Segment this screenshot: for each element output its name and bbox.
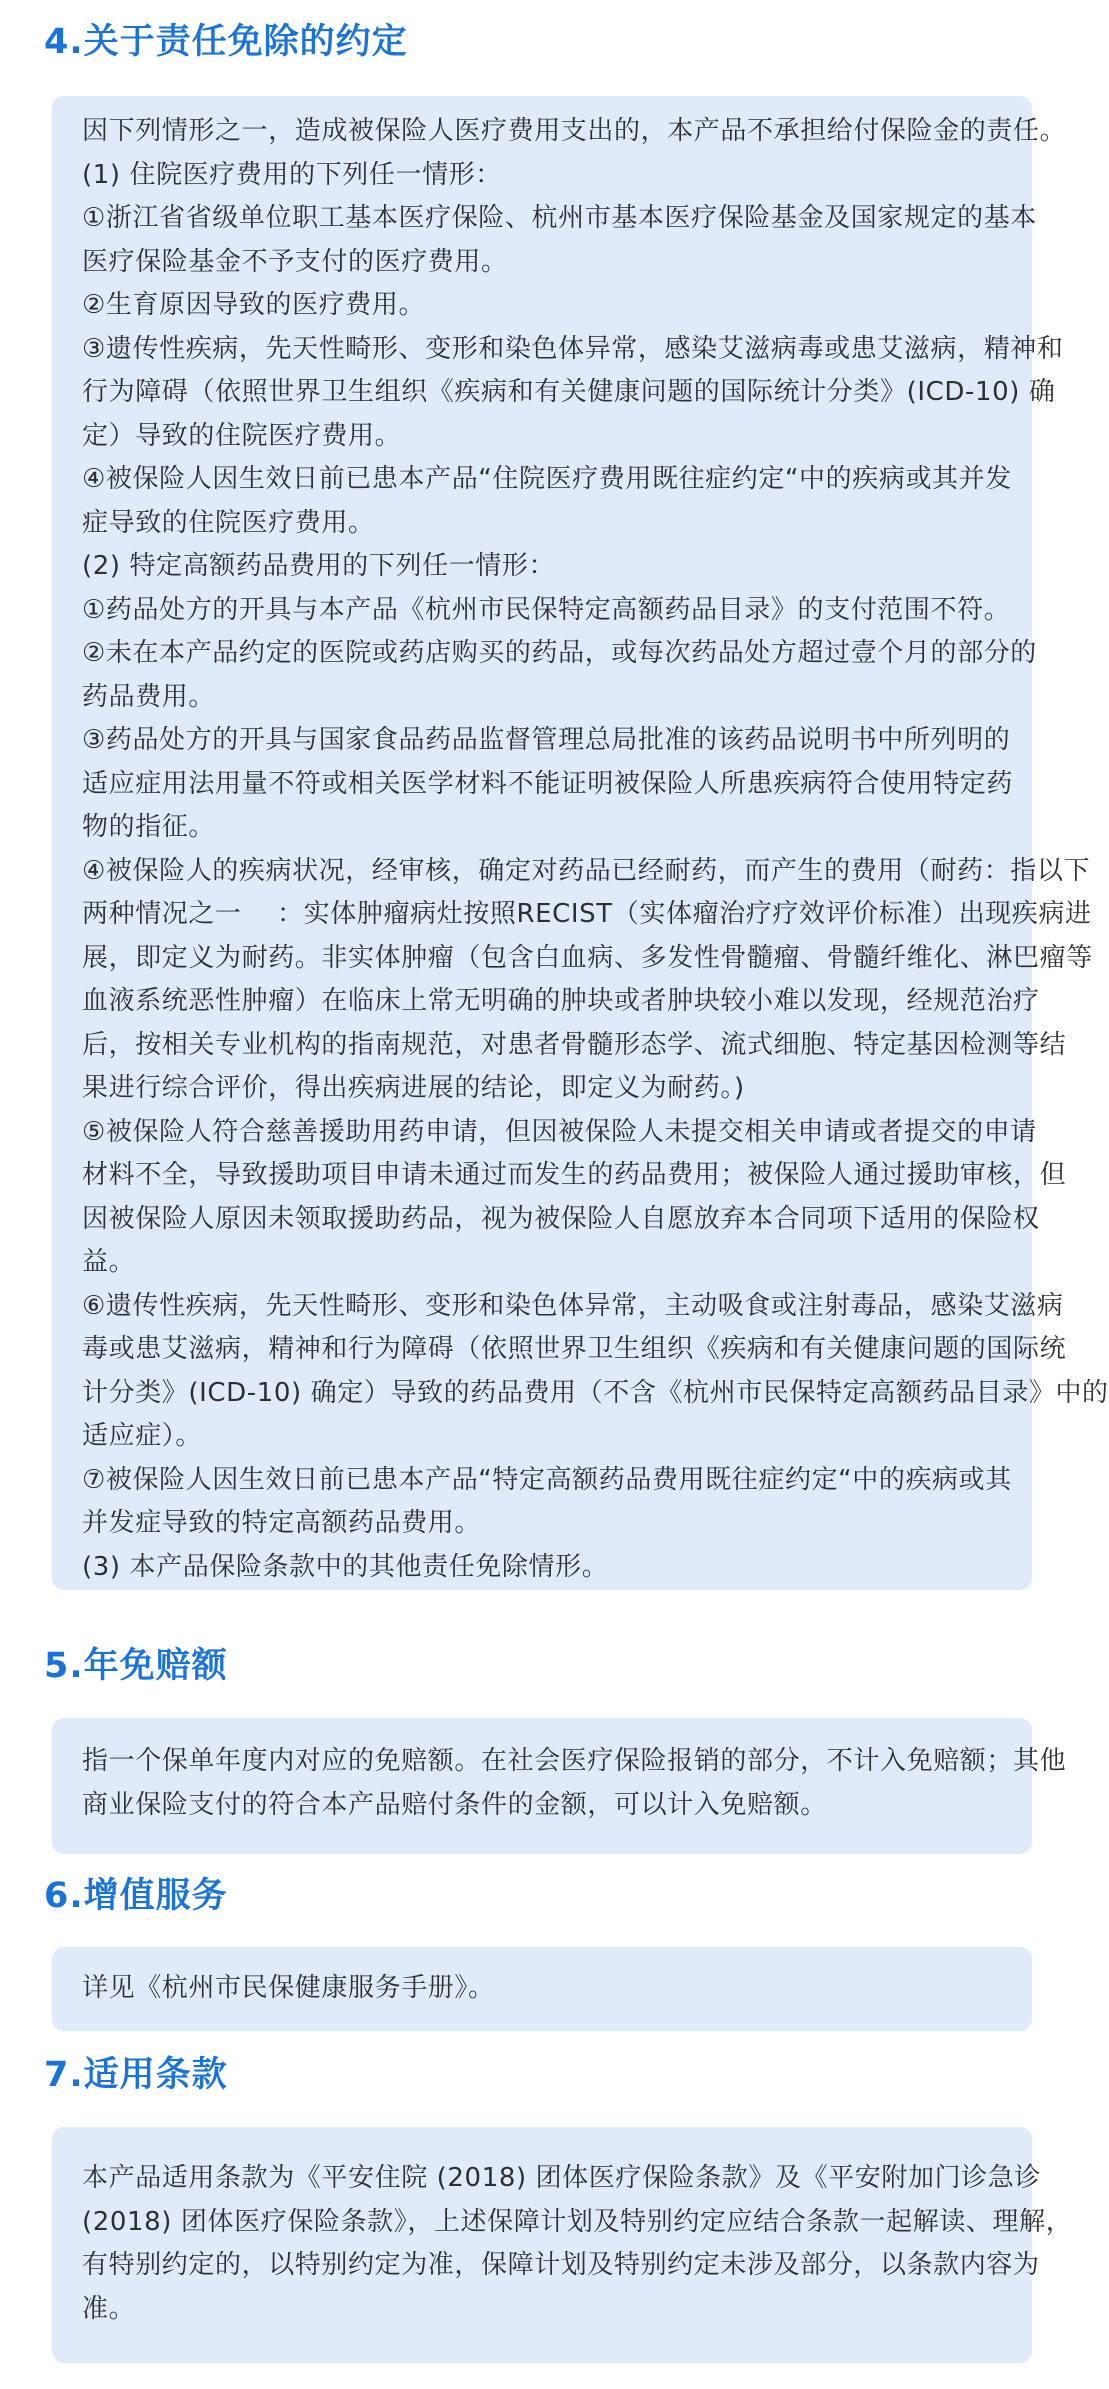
section-4-line: (2) 特定高额药品费用的下列任一情形： <box>82 551 556 581</box>
section-4-line: 因被保险人原因未领取援助药品，视为被保险人自愿放弃本合同项下适用的保险权 <box>82 1203 1040 1234</box>
section-6-content-box <box>52 1947 1032 2031</box>
section-4-line: ⑤被保险人符合慈善援助用药申请，但因被保险人未提交相关申请或者提交的申请 <box>82 1116 1037 1147</box>
section-5-content-box <box>52 1718 1067 1854</box>
section-4-line: 药品费用。 <box>82 681 216 712</box>
section-4-line: 医疗保险基金不予支付的医疗费用。 <box>82 246 508 277</box>
section-4-line: ⑦被保险人因生效日前已患本产品“特定高额药品费用既往症约定“中的疾病或其 <box>82 1464 1012 1495</box>
section-4-title: 4.关于责任免除的约定 <box>44 22 408 62</box>
section-4-line: 症导致的住院医疗费用。 <box>82 507 375 538</box>
section-4-line: ④被保险人因生效日前已患本产品“住院医疗费用既往症约定“中的疾病或其并发 <box>82 464 1012 494</box>
section-4-line: ①药品处方的开具与本产品《杭州市民保特定高额药品目录》的支付范围不符。 <box>82 594 1011 625</box>
section-7-line: 准。 <box>82 2293 136 2324</box>
section-4-line: 行为障碍（依照世界卫生组织《疾病和有关健康问题的国际统计分类》(ICD-10) 确 <box>82 377 1056 407</box>
section-6-title: 6.增值服务 <box>44 1876 228 1916</box>
section-4-line: 果进行综合评价，得出疾病进展的结论，即定义为耐药。) <box>82 1073 745 1103</box>
section-4-line: (1) 住院医疗费用的下列任一情形： <box>82 159 502 190</box>
section-7-line: 本产品适用条款为《平安住院 (2018) 团体医疗保险条款》及《平安附加门诊急诊 <box>82 2163 1041 2193</box>
section-4-line: 因下列情形之一，造成被保险人医疗费用支出的，本产品不承担给付保险金的责任。 <box>82 116 1067 146</box>
section-4-line: ②生育原因导致的医疗费用。 <box>82 290 426 320</box>
section-4-line: 毒或患艾滋病，精神和行为障碍（依照世界卫生组织《疾病和有关健康问题的国际统 <box>82 1334 1067 1364</box>
section-5-line: 商业保险支付的符合本产品赔付条件的金额，可以计入免赔额。 <box>82 1789 827 1820</box>
section-6-line: 详见《杭州市民保健康服务手册》。 <box>82 1973 495 2003</box>
section-4-line: ③遗传性疾病，先天性畸形、变形和染色体异常，感染艾滋病毒或患艾滋病，精神和 <box>82 333 1064 364</box>
section-4-line: 血液系统恶性肿瘤）在临床上常无明确的肿块或者肿块较小难以发现，经规范治疗 <box>82 986 1040 1016</box>
section-7-line: (2018) 团体医疗保险条款》，上述保障计划及特别约定应结合条款一起解读、理解， <box>82 2206 1073 2237</box>
section-4-content-box <box>52 96 1109 1590</box>
section-5-line: 指一个保单年度内对应的免赔额。在社会医疗保险报销的部分，不计入免赔额；其他 <box>82 1746 1067 1776</box>
section-4-line: 定）导致的住院医疗费用。 <box>82 420 402 451</box>
section-4-line: 适应症）。 <box>82 1421 203 1451</box>
section-4-line: 物的指征。 <box>82 812 216 842</box>
section-4-line: 两种情况之一 ：实体肿瘤病灶按照RECIST（实体瘤治疗疗效评价标准）出现疾病进 <box>82 899 1092 929</box>
section-7-title: 7.适用条款 <box>44 2055 228 2095</box>
section-7-content-box <box>52 2127 1073 2363</box>
section-4-line: 适应症用法用量不符或相关医学材料不能证明被保险人所患疾病符合使用特定药 <box>82 768 1014 799</box>
section-4-line: ①浙江省省级单位职工基本医疗保险、杭州市基本医疗保险基金及国家规定的基本 <box>82 203 1037 233</box>
section-4-line: 益。 <box>82 1247 136 1277</box>
section-4-line: 展，即定义为耐药。非实体肿瘤（包含白血病、多发性骨髓瘤、骨髓纤维化、淋巴瘤等 <box>82 942 1093 973</box>
section-4-line: 并发症导致的特定高额药品费用。 <box>82 1508 482 1538</box>
section-5-title: 5.年免赔额 <box>44 1646 228 1686</box>
section-4-line: ④被保险人的疾病状况，经审核，确定对药品已经耐药，而产生的费用（耐药：指以下 <box>82 855 1091 886</box>
section-4-line: (3) 本产品保险条款中的其他责任免除情形。 <box>82 1551 609 1582</box>
section-4-line: 计分类》(ICD-10) 确定）导致的药品费用（不含《杭州市民保特定高额药品目录》中的 <box>82 1377 1109 1408</box>
section-4-line: ③药品处方的开具与国家食品药品监督管理总局批准的该药品说明书中所列明的 <box>82 725 1011 755</box>
section-4-line: 材料不全，导致援助项目申请未通过而发生的药品费用；被保险人通过援助审核，但 <box>82 1160 1067 1190</box>
section-4-line: ⑥遗传性疾病，先天性畸形、变形和染色体异常，主动吸食或注射毒品，感染艾滋病 <box>82 1290 1064 1321</box>
section-4-line: 后，按相关专业机构的指南规范，对患者骨髓形态学、流式细胞、特定基因检测等结 <box>82 1029 1067 1060</box>
section-7-line: 有特别约定的，以特别约定为准，保障计划及特别约定未涉及部分，以条款内容为 <box>82 2250 1040 2280</box>
section-4-line: ②未在本产品约定的医院或药店购买的药品，或每次药品处方超过壹个月的部分的 <box>82 638 1037 668</box>
